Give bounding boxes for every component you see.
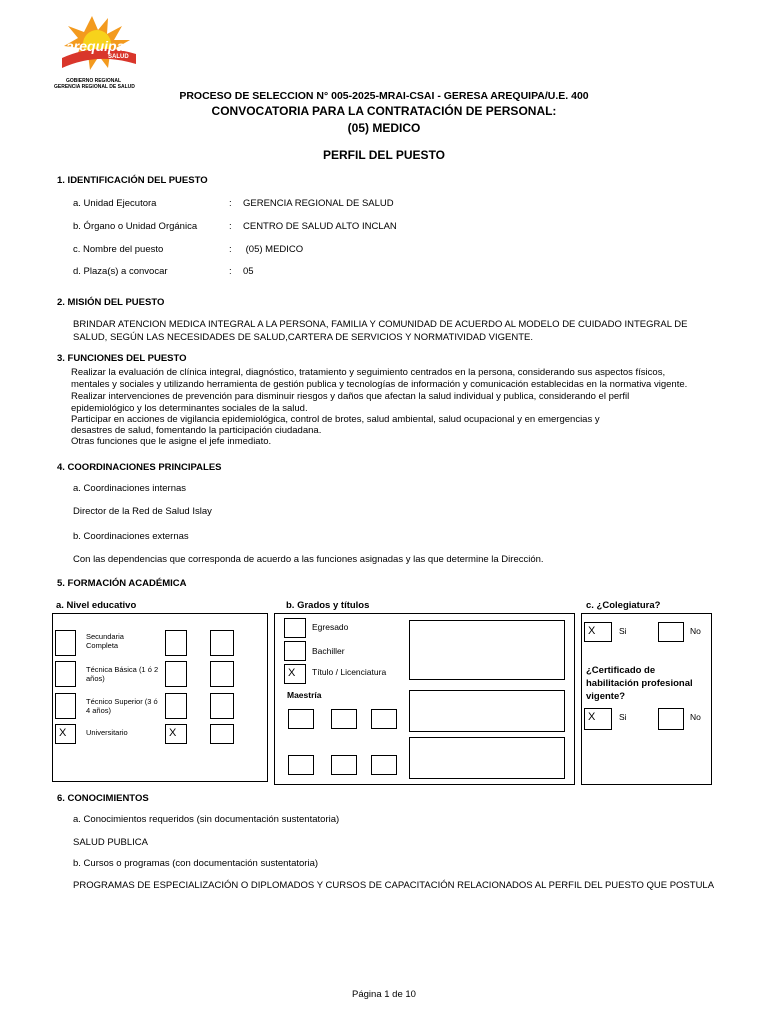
colegiatura-yes-checkbox[interactable]: X [584,622,612,642]
section3-heading: 3. FUNCIONES DEL PUESTO [57,353,187,364]
mission-line1: BRINDAR ATENCION MEDICA INTEGRAL A LA PERSONA, FAMILIA Y COMUNIDAD DE ACUERDO AL MODELO DE CUIDADO INTEGRAL DE [73,319,688,330]
external-coord-value: Con las dependencias que corresponda de acuerdo a las funciones asignadas y las que determine la Dirección. [73,554,544,565]
degree-label: Bachiller [312,646,345,656]
function-line: epidemiológico y los determinantes sociales de la salud. [71,403,308,414]
id-label: a. Unidad Ejecutora [73,198,157,209]
colegiatura-no-label: No [690,626,701,636]
level-checkbox[interactable] [210,661,234,687]
level-checkbox[interactable]: X [55,724,76,744]
page-subtitle: PERFIL DEL PUESTO [322,148,446,162]
level-checkbox[interactable] [165,661,187,687]
function-line: mentales y sociales y utilizando herramienta de gestión publica y tecnologías de información y comunicación establecidas en la normativa vigente. [71,379,688,390]
maestria-checkbox[interactable] [371,709,397,729]
maestria-checkbox[interactable] [288,709,314,729]
id-sep: : [229,221,232,232]
internal-coord-value: Director de la Red de Salud Islay [73,506,212,517]
id-label: d. Plaza(s) a convocar [73,266,168,277]
id-value: GERENCIA REGIONAL DE SALUD [243,198,394,209]
colegiatura-yes-label: Si [619,626,627,636]
logo-word: arequipa [66,38,125,54]
cert-question-line2: habilitación profesional [586,678,693,689]
level-checkbox[interactable] [165,693,187,719]
degree-label: Título / Licenciatura [312,667,387,677]
function-line: Realizar intervenciones de prevención para disminuir riesgos y daños que afectan la salud individual y publica, considerando el perfil [71,391,630,402]
col-a-title: a. Nivel educativo [56,600,137,611]
id-label: b. Órgano o Unidad Orgánica [73,221,198,232]
knowledge-req-label: a. Conocimientos requeridos (sin documentación sustentatoria) [73,814,340,825]
maestria-checkbox[interactable] [331,709,357,729]
doctorado-detail-box[interactable] [409,737,565,779]
title-line1: PROCESO DE SELECCION N° 005-2025-MRAI-CSAI - GERESA AREQUIPA/U.E. 400 [179,90,589,102]
degree-checkbox[interactable] [284,641,306,661]
maestria-detail-box[interactable] [409,690,565,732]
logo-org-line1: GOBIERNO REGIONAL [66,78,122,84]
level-label: Técnico Superior (3 ó 4 años) [86,697,158,715]
id-value: CENTRO DE SALUD ALTO INCLAN [243,221,397,232]
cert-question-line3: vigente? [586,691,626,702]
level-checkbox[interactable] [210,724,234,744]
level-checkbox[interactable] [55,630,76,656]
doctorado-checkbox[interactable] [371,755,397,775]
level-label: Secundaria Completa [86,632,124,650]
logo-org-line2: GERENCIA REGIONAL DE SALUD [54,84,135,90]
function-line: Otras funciones que le asigne el jefe inmediato. [71,436,272,447]
cert-question-line1: ¿Certificado de [586,665,656,676]
page-number: Página 1 de 10 [352,989,416,1000]
id-sep: : [229,244,232,255]
education-level-frame [52,613,268,782]
level-checkbox[interactable] [210,630,234,656]
mission-line2: SALUD, SEGÚN LAS NECESIDADES DE SALUD,CARTERA DE SERVICIOS Y NORMATIVIDAD VIGENTE. [73,332,533,343]
courses-label: b. Cursos o programas (con documentación sustentatoria) [73,858,319,869]
cert-no-label: No [690,712,701,722]
degree-detail-box[interactable] [409,620,565,680]
section5-heading: 5. FORMACIÓN ACADÉMICA [57,578,187,589]
title-line2: CONVOCATORIA PARA LA CONTRATACIÓN DE PERSONAL: [211,104,557,118]
logo [52,14,142,92]
section2-heading: 2. MISIÓN DEL PUESTO [57,297,165,308]
section1-heading: 1. IDENTIFICACIÓN DEL PUESTO [57,175,208,186]
external-coord-label: b. Coordinaciones externas [73,531,189,542]
degree-checkbox[interactable] [284,618,306,638]
knowledge-req-value: SALUD PUBLICA [73,837,148,848]
logo-sub: SALUD [108,54,129,60]
cert-yes-checkbox[interactable]: X [584,708,612,730]
cert-yes-label: Si [619,712,627,722]
maestria-label: Maestría [287,690,322,700]
level-checkbox[interactable] [165,630,187,656]
function-line: desastres de salud, fomentando la participación ciudadana. [71,425,322,436]
cert-no-checkbox[interactable] [658,708,684,730]
doctorado-checkbox[interactable] [331,755,357,775]
level-checkbox[interactable] [55,693,76,719]
function-line: Realizar la evaluación de clínica integral, diagnóstico, tratamiento y seguimiento centrados en la persona, considerando sus aspectos físicos, [71,367,666,378]
level-label: Universitario [86,728,128,737]
colegiatura-no-checkbox[interactable] [658,622,684,642]
col-c-title: c. ¿Colegiatura? [586,600,661,611]
level-checkbox[interactable]: X [165,724,187,744]
level-checkbox[interactable] [55,661,76,687]
internal-coord-label: a. Coordinaciones internas [73,483,187,494]
level-label: Técnica Básica (1 ó 2 años) [86,665,159,683]
function-line: Participar en acciones de vigilancia epidemiológica, control de brotes, salud ambiental, salud ocupacional y en emergencias y [71,414,600,425]
courses-value: PROGRAMAS DE ESPECIALIZACIÓN O DIPLOMADOS Y CURSOS DE CAPACITACIÓN RELACIONADOS AL PERFIL DEL PUESTO QUE POSTULA [73,880,715,891]
id-value: 05 [243,266,254,277]
doctorado-checkbox[interactable] [288,755,314,775]
id-sep: : [229,266,232,277]
degree-label: Egresado [312,622,349,632]
id-sep: : [229,198,232,209]
level-checkbox[interactable] [210,693,234,719]
section6-heading: 6. CONOCIMIENTOS [57,793,149,804]
col-b-title: b. Grados y títulos [286,600,370,611]
id-value: (05) MEDICO [243,244,304,255]
degree-checkbox[interactable]: X [284,664,306,684]
section4-heading: 4. COORDINACIONES PRINCIPALES [57,462,222,473]
id-label: c. Nombre del puesto [73,244,164,255]
title-line3: (05) MEDICO [347,121,421,135]
